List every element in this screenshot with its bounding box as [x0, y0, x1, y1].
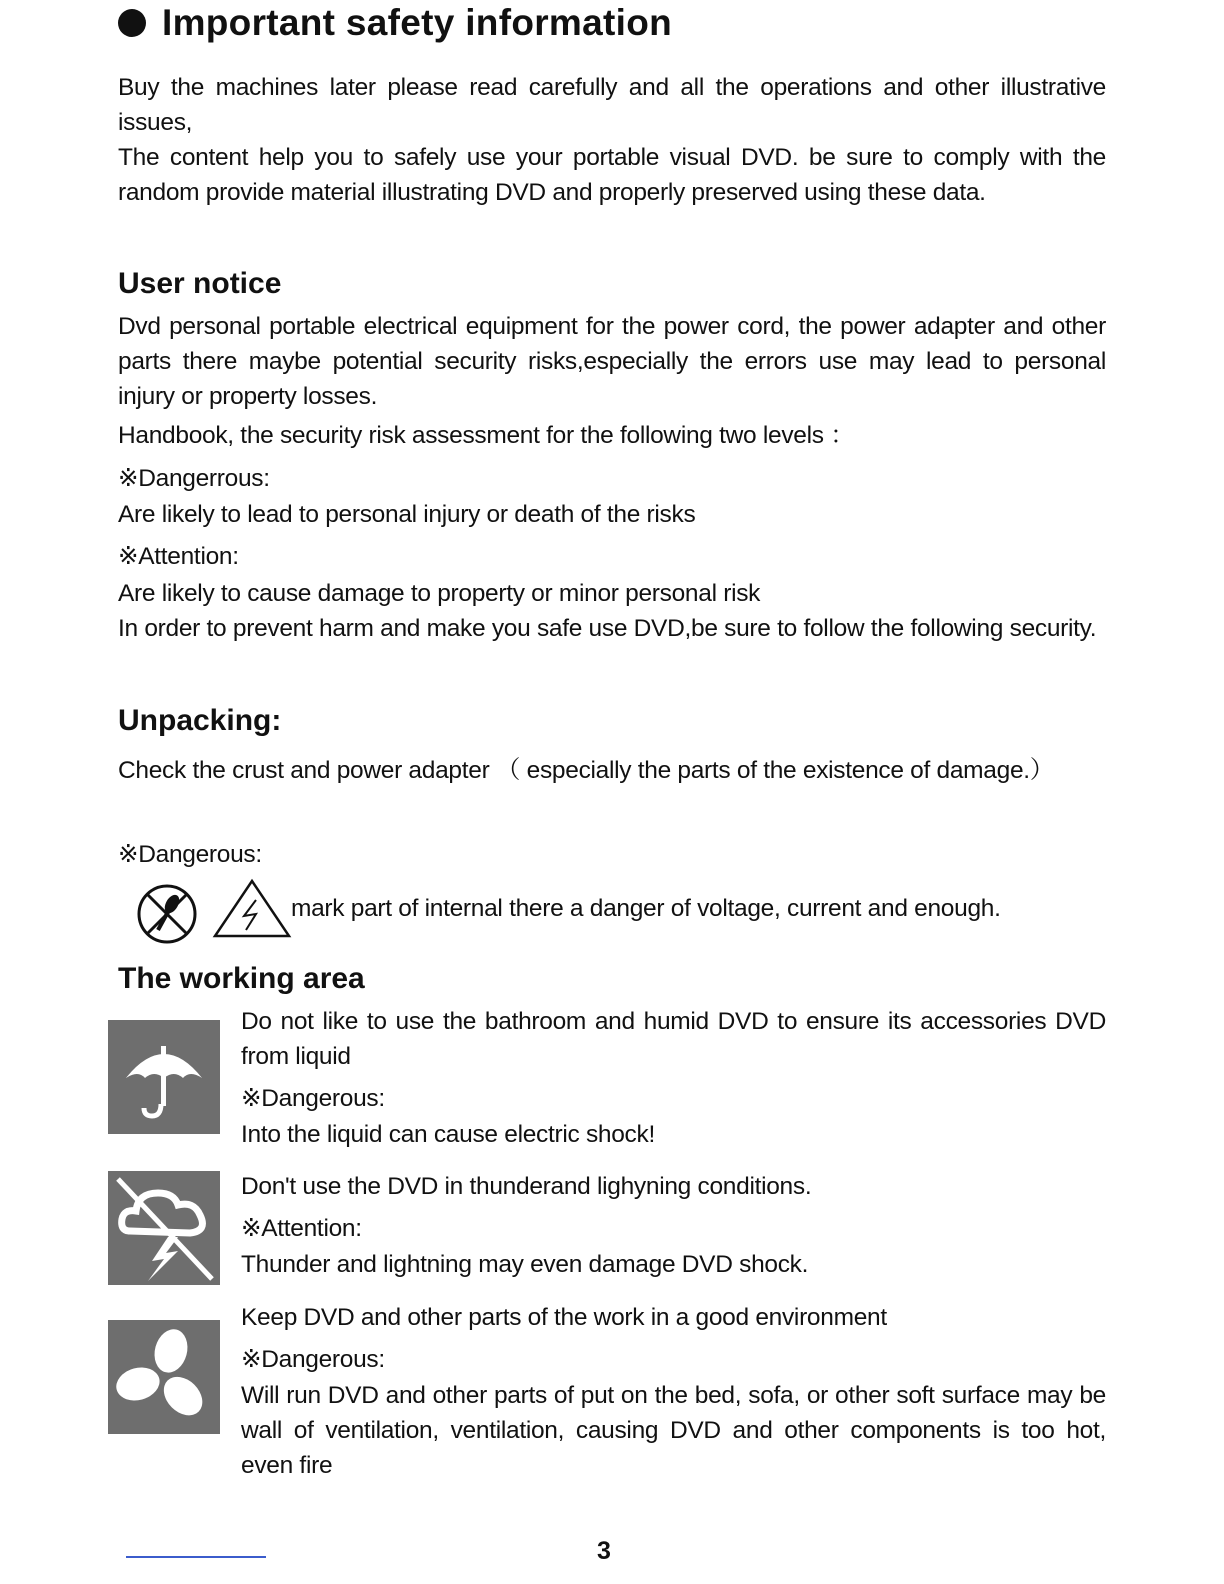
working-item-2-label: ※Attention:: [241, 1215, 362, 1242]
intro-paragraph-1: Buy the machines later please read carefully and all the operations and other illustrative issues,: [118, 74, 1106, 136]
bullet-icon: [118, 9, 146, 37]
working-item-2-detail: Thunder and lightning may even damage DVD shock.: [241, 1251, 809, 1278]
working-item-2-text: Don't use the DVD in thunderand lighyning conditions.: [241, 1173, 812, 1200]
dangerous-text: Are likely to lead to personal injury or death of the risks: [118, 501, 696, 528]
attention-text: Are likely to cause damage to property or minor personal risk: [118, 580, 761, 607]
user-notice-heading: User notice: [118, 267, 282, 300]
mark-description: mark part of internal there a danger of voltage, current and enough.: [291, 895, 1001, 922]
user-notice-paragraph-3: In order to prevent harm and make you safe use DVD,be sure to follow the following security.: [118, 615, 1097, 642]
footer-line: [126, 1556, 266, 1558]
dangerous-label: ※Dangerrous:: [118, 465, 270, 492]
page-title: [118, 2, 672, 44]
working-item-1-text: Do not like to use the bathroom and humid DVD to ensure its accessories DVD from liquid: [241, 1008, 1106, 1070]
intro-paragraph-2: The content help you to safely use your portable visual DVD. be sure to comply with the random provide material illustrating DVD and properly preserved using these data.: [118, 144, 1106, 206]
unpacking-paragraph: Check the crust and power adapter （ especially the parts of the existence of damage.）: [118, 757, 1054, 784]
page-title-text: Important safety information: [162, 2, 672, 43]
user-notice-paragraph-2: Handbook, the security risk assessment for the following two levels ：: [118, 422, 855, 449]
working-item-3-text: Keep DVD and other parts of the work in a good environment: [241, 1304, 887, 1331]
working-item-1-detail: Into the liquid can cause electric shock!: [241, 1121, 655, 1148]
no-thunderstorm-icon: [108, 1171, 220, 1285]
unpacking-heading: Unpacking:: [118, 704, 282, 737]
working-item-1-label: ※Dangerous:: [241, 1085, 385, 1112]
high-voltage-icon: [212, 878, 292, 940]
unpacking-dangerous-label: ※Dangerous:: [118, 841, 262, 868]
umbrella-icon: [108, 1020, 220, 1134]
fan-icon: [108, 1320, 220, 1434]
page-number: 3: [597, 1537, 611, 1565]
user-notice-paragraph-1: Dvd personal portable electrical equipment for the power cord, the power adapter and other parts there maybe potential security risks,especially the errors use may lead to personal injury or property losses.: [118, 313, 1106, 410]
working-item-3-detail: Will run DVD and other parts of put on the bed, sofa, or other soft surface may be wall of ventilation, ventilation, causing DVD and other components is too hot, even fire: [241, 1382, 1106, 1479]
attention-label: ※Attention:: [118, 543, 239, 570]
working-area-heading: The working area: [118, 962, 365, 995]
working-item-3-label: ※Dangerous:: [241, 1346, 385, 1373]
